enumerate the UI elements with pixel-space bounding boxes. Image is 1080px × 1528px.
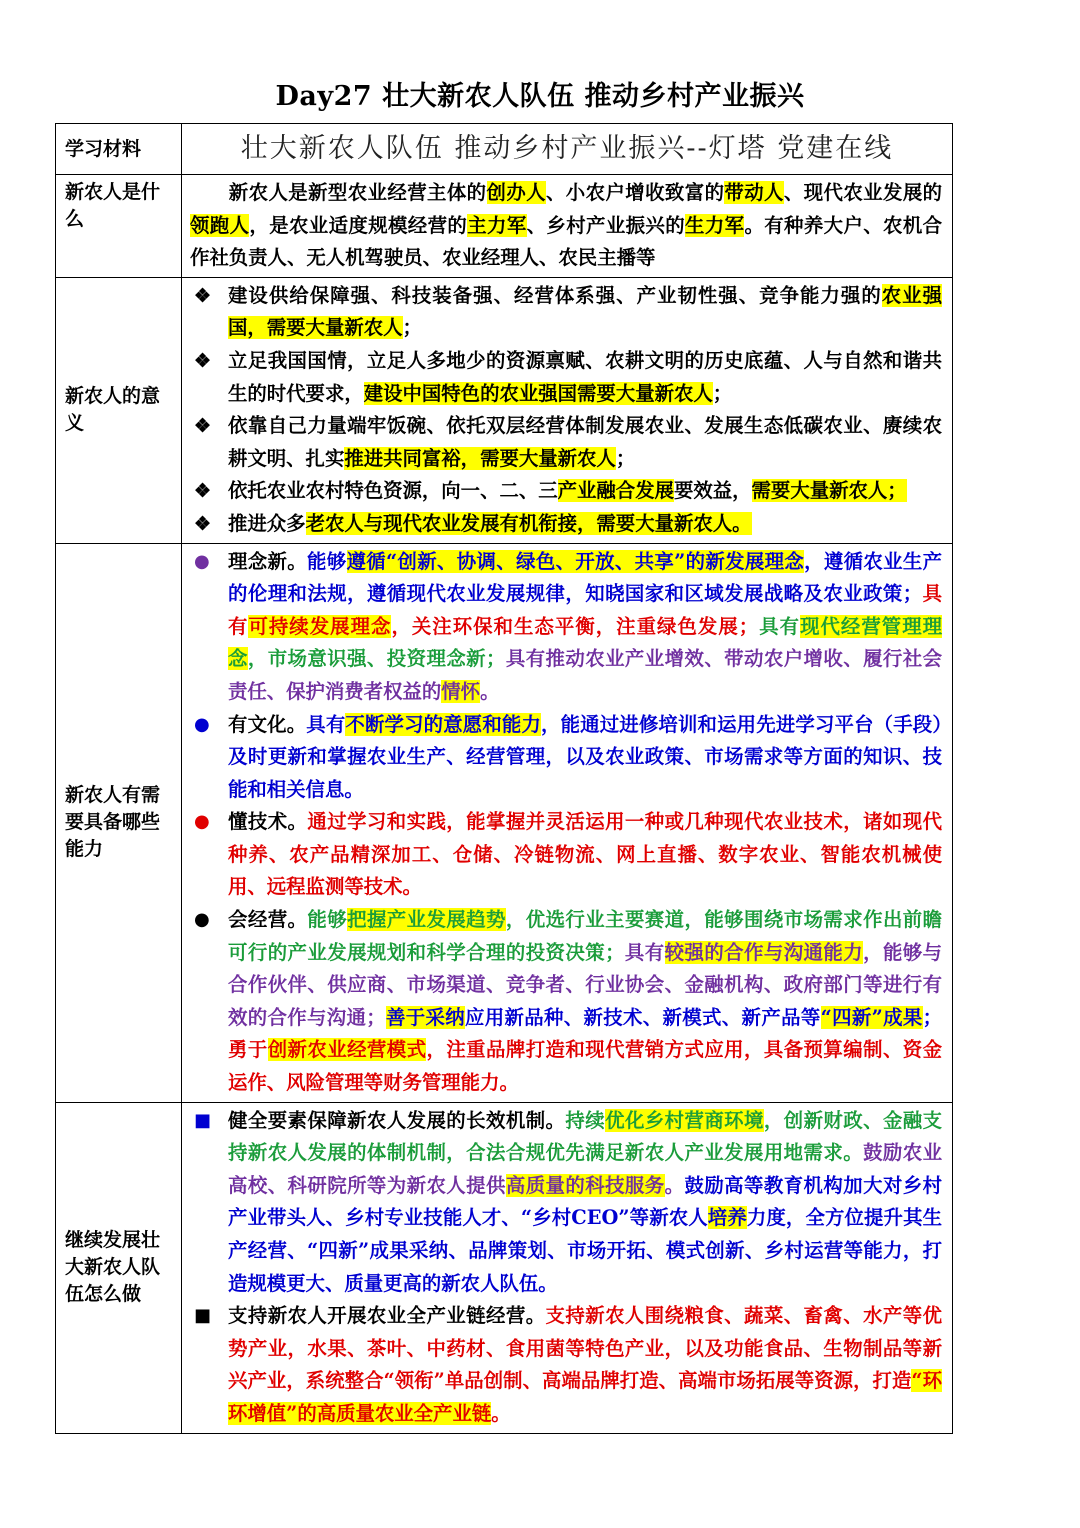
text-segment: 懂技术。 (228, 810, 308, 834)
abilities-body (182, 543, 953, 1102)
highlighted-text: 优化乡村营商环境 (605, 1108, 764, 1132)
label-meaning: 新农人的意义 (56, 277, 182, 543)
label-material: 学习材料 (56, 124, 182, 175)
text-segment: 健全要素保障新农人发展的长效机制。 (228, 1108, 566, 1132)
highlighted-text: 善于采纳 (385, 1005, 466, 1029)
how-body (182, 1102, 953, 1433)
text-segment: 有文化。 (228, 712, 307, 736)
text-segment: 。 (480, 679, 500, 703)
text-segment: 能够 (307, 908, 348, 932)
row-what (56, 175, 953, 278)
text-segment: 、现代农业发展的 (783, 181, 943, 204)
highlighted-text: “环环增值”的高质量农业全产业链 (228, 1369, 943, 1425)
row-how (56, 1102, 953, 1433)
text-segment: ； (615, 446, 636, 470)
text-segment: 。有种养大户、农机合作社负责人、无人机驾驶员、农业经理人、农民主播等 (190, 213, 943, 270)
highlighted-text: 领跑人 (190, 213, 250, 237)
highlighted-text: 创新农业经营模式 (267, 1038, 427, 1062)
label-abilities: 新农人有需要具备哪些能力 (56, 543, 182, 1102)
text-segment: ，能通过进修培训和运用先进学习平台（手段）及时更新和掌握农业生产、经营管理，以及农业政策、市场需求等方面的知识、技能和相关信息。 (228, 712, 943, 801)
highlighted-text: 推进共同富裕，需要大量新农人 (344, 446, 616, 470)
highlighted-text: 把握产业发展趋势 (347, 908, 506, 932)
text-segment: 依靠自己力量端牢饭碗、依托双层经营体制发展农业、发展生态低碳农业、赓续农耕文明、扎实 (228, 414, 942, 470)
dot-bullet-icon: ● (194, 909, 210, 931)
text-segment: 应用新品种、新技术、新模式、新产品等 (465, 1005, 821, 1029)
highlighted-text: 创办人 (486, 181, 546, 204)
text-segment: 、小农户增收致富的 (545, 181, 725, 204)
meaning-item (190, 508, 942, 541)
text-segment: 要效益， (673, 479, 752, 503)
abilities-item (190, 546, 942, 709)
text-segment: ，市场意识强、投资理念新； (247, 647, 506, 671)
what-body (182, 175, 953, 278)
text-segment: 勇于 (228, 1038, 268, 1062)
highlighted-text: 现代经营管理理念 (228, 614, 943, 671)
dot-bullet-icon: ● (194, 713, 210, 735)
row-meaning (56, 277, 953, 543)
text-segment: 支持新农人开展农业全产业链经营。 (228, 1304, 546, 1328)
highlighted-text: 高质量的科技服务 (505, 1173, 665, 1197)
meaning-item (190, 280, 942, 345)
highlighted-text: 不断学习的意愿和能力 (345, 712, 542, 736)
text-segment: ，能够与合作伙伴、供应商、市场渠道、竞争者、行业协会、金融机构、政府部门等进行有效的合作与沟通； (228, 940, 943, 1029)
text-segment: 理念新。 (228, 549, 308, 573)
text-segment: 具有推动农业产业增效、带动农户增收、履行社会责任、保护消费者权益的 (228, 647, 943, 703)
diamond-bullet-icon: ❖ (194, 512, 212, 535)
label-what: 新农人是什么 (56, 175, 182, 278)
text-segment: ，优选行业主要赛道，能够围绕市场需求作出前瞻可行的产业发展规划和科学合理的投资决策； (228, 908, 943, 964)
what-paragraph (190, 177, 942, 275)
text-segment: ，遵循农业生产的伦理和法规，遵循现代农业发展规律，知晓国家和区域发展战略及农业政策； (228, 549, 943, 606)
highlighted-text: 带动人 (724, 181, 784, 204)
meaning-body (182, 277, 953, 543)
highlighted-text: 较强的合作与沟通能力 (664, 940, 864, 964)
square-bullet-icon: ■ (194, 1305, 212, 1327)
text-segment: 。 (491, 1401, 511, 1425)
text-segment: ； (712, 381, 733, 405)
text-segment: 支持新农人围绕粮食、蔬菜、畜禽、水产等优势产业，水果、茶叶、中药材、食用菌等特色产业，以及功能食品、生物制品等新兴产业，系统整合“领衔”单品创制、高端品牌打造、高端市场拓展等资源，打造 (228, 1304, 943, 1393)
text-segment: 通过学习和实践，能掌握并灵活运用一种或几种现代农业技术，诸如现代种养、农产品精深加工、仓储、冷链物流、网上直播、数字农业、智能农机械使用、远程监测等技术。 (228, 810, 943, 899)
highlighted-text: 产业融合发展 (557, 479, 674, 503)
highlighted-text: 老农人与现代农业发展有机衔接，需要大量新农人。 (305, 511, 752, 535)
text-segment: 鼓励高等教育机构加大对乡村产业带头人、乡村专业技能人才、“乡村CEO”等新农人 (228, 1173, 943, 1230)
text-segment: 依托农业农村特色资源，向一、二、三 (228, 479, 558, 503)
diamond-bullet-icon: ❖ (194, 284, 212, 307)
diamond-bullet-icon: ❖ (194, 349, 212, 372)
row-material (56, 124, 953, 175)
square-bullet-icon: ■ (194, 1109, 212, 1131)
text-segment: 鼓励农业高校、科研院所等为新农人提供 (228, 1141, 943, 1197)
text-segment: 持续 (565, 1108, 606, 1132)
text-segment: 新农人是新型农业经营主体的 (228, 181, 487, 204)
highlighted-text: “四新”成果 (820, 1005, 923, 1029)
abilities-item (190, 806, 942, 904)
highlighted-text: 需要大量新农人； (751, 479, 907, 503)
text-segment: ，是农业适度规模经营的 (249, 213, 468, 237)
diamond-bullet-icon: ❖ (194, 415, 212, 438)
text-segment: 具有 (758, 614, 801, 638)
text-segment: 。 (664, 1173, 685, 1197)
text-segment: ，注重品牌打造和现代营销方式应用，具备预算编制、资金运作、风险管理等财务管理能力。 (228, 1038, 943, 1095)
text-segment: 具有 (624, 940, 665, 964)
page-title: Day27 壮大新农人队伍 推动乡村产业振兴 (275, 81, 805, 112)
highlighted-text: 情怀 (441, 679, 481, 703)
highlighted-text: 遵循“创新、协调、绿色、开放、共享”的新发展理念 (346, 549, 805, 573)
how-item (190, 1105, 942, 1301)
material-title: 壮大新农人队伍 推动乡村产业振兴--灯塔 党建在线 (182, 124, 953, 175)
highlighted-text: 建设中国特色的农业强国需要大量新农人 (363, 381, 713, 405)
text-segment: 建设供给保障强、科技装备强、经营体系强、产业韧性强、竞争能力强的 (228, 283, 882, 307)
text-segment: 会经营。 (228, 908, 308, 932)
text-segment: ，关注环保和生态平衡，注重绿色发展； (391, 614, 759, 638)
diamond-bullet-icon: ❖ (194, 480, 212, 503)
study-table (55, 123, 953, 1434)
text-segment: 具有 (228, 582, 943, 638)
meaning-item (190, 410, 942, 475)
text-segment: ； (922, 1005, 943, 1029)
label-how: 继续发展壮大新农人队伍怎么做 (56, 1102, 182, 1433)
highlighted-text: 生力军 (685, 213, 745, 237)
text-segment: 、乡村产业振兴的 (526, 213, 686, 237)
highlighted-text: 主力军 (467, 213, 527, 237)
text-segment: 能够 (307, 549, 347, 573)
dot-bullet-icon: ● (194, 550, 210, 572)
how-item (190, 1300, 942, 1430)
text-segment: 推进众多 (228, 511, 306, 535)
highlighted-text: 农业强国，需要大量新农人 (228, 283, 942, 340)
text-segment: ； (402, 316, 422, 340)
meaning-item (190, 475, 942, 508)
abilities-item (190, 709, 942, 807)
dot-bullet-icon: ● (194, 811, 210, 833)
text-segment: 立足我国国情，立足人多地少的资源禀赋、农耕文明的历史底蕴、人与自然和谐共生的时代要求， (228, 348, 942, 405)
highlighted-text: 培养 (707, 1206, 747, 1230)
text-segment: ，创新财政、金融支持新农人发展的体制机制，合法合规优先满足新农人产业发展用地需求。 (228, 1108, 943, 1165)
highlighted-text: 可持续发展理念 (248, 614, 392, 638)
abilities-item (190, 904, 942, 1100)
text-segment: 力度，全方位提升其生产经营、“四新”成果采纳、品牌策划、市场开拓、模式创新、乡村运营等能力，打造规模更大、质量更高的新农人队伍。 (228, 1206, 943, 1295)
row-abilities (56, 543, 953, 1102)
text-segment: 具有 (306, 712, 346, 736)
meaning-item (190, 345, 942, 410)
